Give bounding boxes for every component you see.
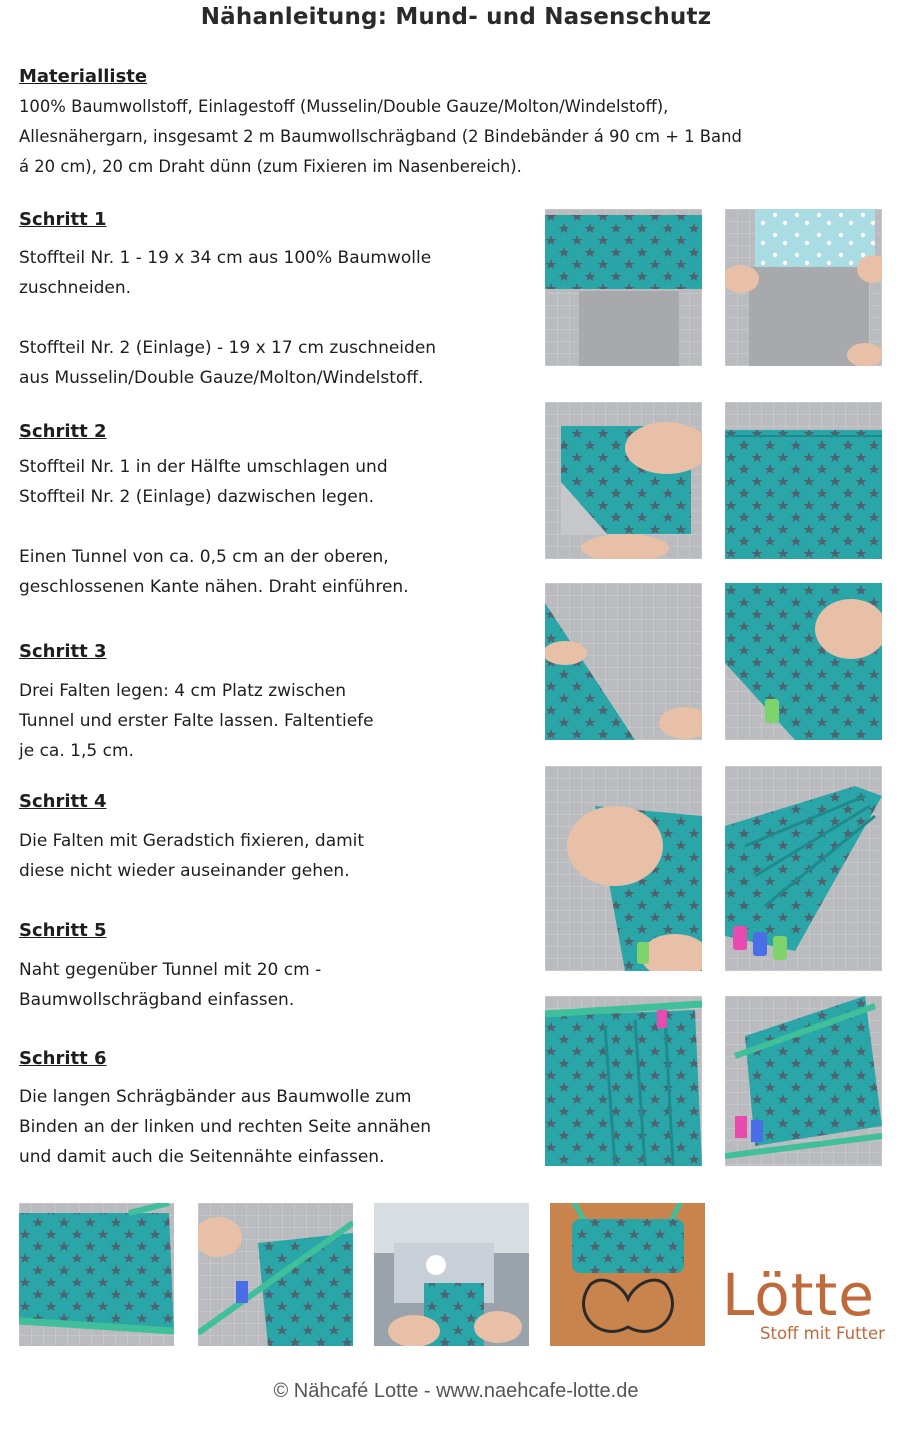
step-2-line-1: Stoffteil Nr. 1 in der Hälfte umschlagen und	[19, 457, 388, 477]
step-1-line-1: Stoffteil Nr. 1 - 19 x 34 cm aus 100% Baumwolle	[19, 248, 432, 268]
step-5-line-2: Baumwollschrägband einfassen.	[19, 990, 295, 1010]
step-4-photo-b	[725, 766, 882, 971]
step-6-photo-b	[725, 996, 882, 1166]
logo-tagline: Stoff mit Futter	[760, 1324, 885, 1343]
step-6-photo-a	[545, 996, 702, 1166]
step-2-photo-b	[725, 402, 882, 559]
step-3-heading: Schritt 3	[19, 641, 107, 662]
footer-copyright: © Nähcafé Lotte - www.naehcafe-lotte.de	[273, 1380, 639, 1402]
step-5-heading: Schritt 5	[19, 920, 107, 941]
step-4-heading: Schritt 4	[19, 791, 107, 812]
lotte-logo	[722, 1262, 892, 1352]
step-6-heading: Schritt 6	[19, 1048, 107, 1069]
step-4-line-1: Die Falten mit Geradstich fixieren, damit	[19, 831, 365, 851]
step-1-heading: Schritt 1	[19, 209, 107, 230]
step-1-photo-b	[725, 209, 882, 366]
step-2-heading: Schritt 2	[19, 421, 107, 442]
step-1-photo-a	[545, 209, 702, 366]
bottom-photo-2	[198, 1203, 353, 1346]
bottom-photo-3	[374, 1203, 529, 1346]
step-3-photo-b	[725, 583, 882, 740]
step-3-line-1: Drei Falten legen: 4 cm Platz zwischen	[19, 681, 346, 701]
step-6-line-3: und damit auch die Seitennähte einfassen.	[19, 1147, 385, 1167]
step-5-line-1: Naht gegenüber Tunnel mit 20 cm -	[19, 960, 322, 980]
step-4-line-2: diese nicht wieder auseinander gehen.	[19, 861, 350, 881]
materials-line-2: Allesnähergarn, insgesamt 2 m Baumwollschrägband (2 Bindebänder á 90 cm + 1 Band	[19, 127, 742, 146]
logo-wordmark: Lötte	[722, 1261, 875, 1329]
step-3-photo-a	[545, 583, 702, 740]
step-3-line-3: je ca. 1,5 cm.	[19, 741, 134, 761]
step-3-line-2: Tunnel und erster Falte lassen. Faltentiefe	[19, 711, 374, 731]
step-1-line-2: zuschneiden.	[19, 278, 132, 298]
step-2-line-4: geschlossenen Kante nähen. Draht einführen.	[19, 577, 409, 597]
step-6-line-1: Die langen Schrägbänder aus Baumwolle zum	[19, 1087, 412, 1107]
step-2-line-3: Einen Tunnel von ca. 0,5 cm an der oberen,	[19, 547, 389, 567]
step-4-photo-a	[545, 766, 702, 971]
materials-line-1: 100% Baumwollstoff, Einlagestoff (Musselin/Double Gauze/Molton/Windelstoff),	[19, 97, 669, 116]
bottom-photo-1	[19, 1203, 174, 1346]
bottom-photo-4	[550, 1203, 705, 1346]
step-6-line-2: Binden an der linken und rechten Seite annähen	[19, 1117, 432, 1137]
step-2-photo-a	[545, 402, 702, 559]
step-1-line-3: Stoffteil Nr. 2 (Einlage) - 19 x 17 cm zuschneiden	[19, 338, 437, 358]
step-1-line-4: aus Musselin/Double Gauze/Molton/Windelstoff.	[19, 368, 424, 388]
materials-heading: Materialliste	[19, 66, 148, 87]
materials-line-3: á 20 cm), 20 cm Draht dünn (zum Fixieren im Nasenbereich).	[19, 157, 522, 176]
page-title: Nähanleitung: Mund- und Nasenschutz	[200, 4, 712, 30]
step-2-line-2: Stoffteil Nr. 2 (Einlage) dazwischen legen.	[19, 487, 374, 507]
